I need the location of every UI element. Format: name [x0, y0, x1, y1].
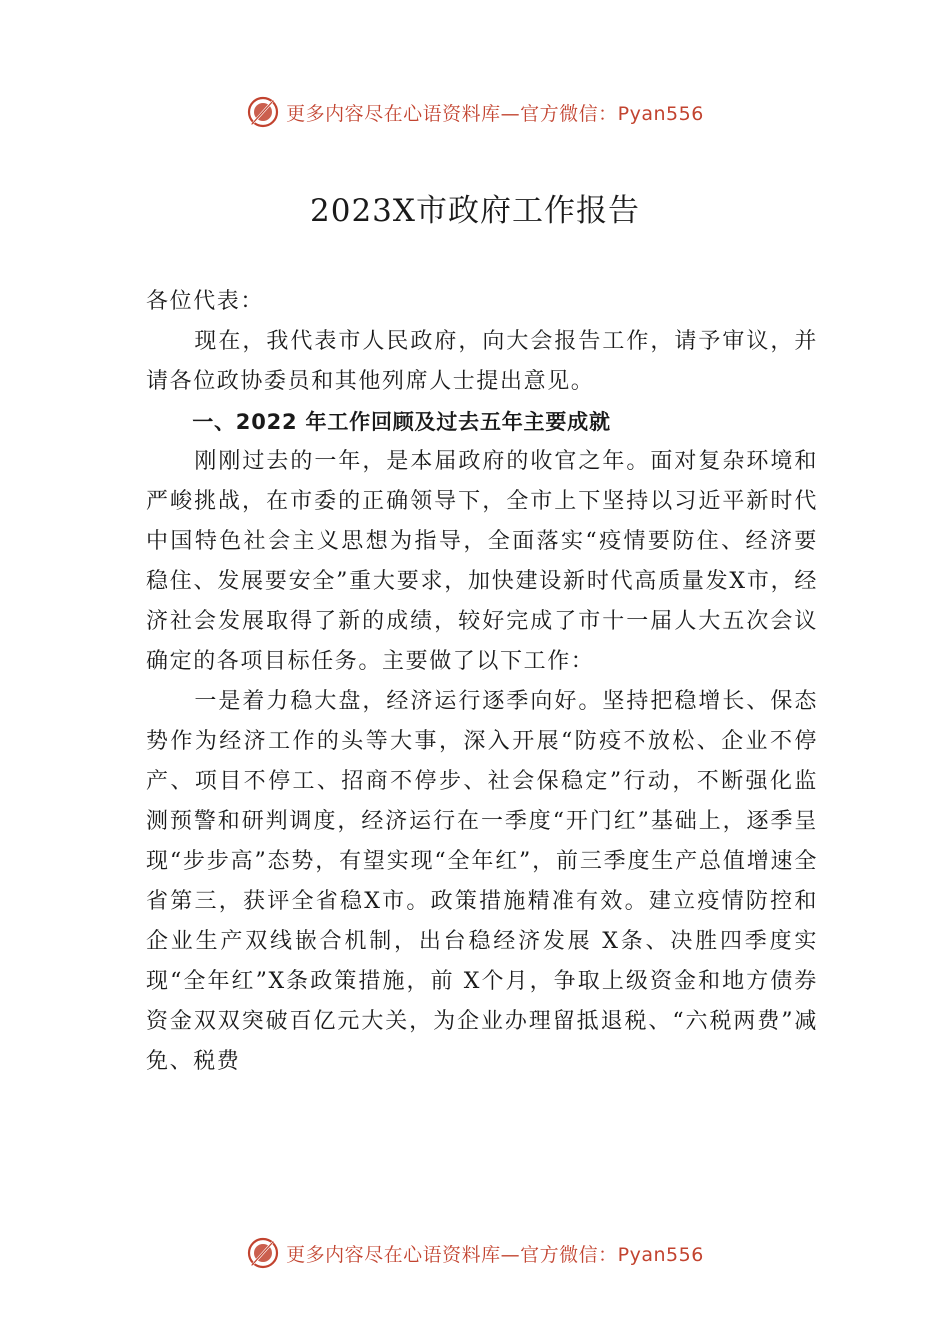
watermark-wechat-id: Pyan556	[617, 1243, 704, 1266]
pen-logo-icon	[246, 95, 280, 129]
document-title: 2023X市政府工作报告	[310, 193, 640, 229]
watermark-wechat-id: Pyan556	[617, 102, 704, 125]
salutation: 各位代表：	[146, 289, 265, 314]
intro-paragraph: 现在，我代表市人民政府，向大会报告工作，请予审议，并请各位政协委员和其他列席人士提出意见。	[146, 329, 818, 394]
watermark-banner-bottom	[0, 1233, 950, 1273]
document-body	[146, 282, 818, 1082]
watermark-text: 更多内容尽在心语资料库—官方微信：	[286, 102, 618, 125]
section-heading: 一、2022 年工作回顾及过去五年主要成就	[192, 410, 611, 434]
review-paragraph: 刚刚过去的一年，是本届政府的收官之年。面对复杂环境和严峻挑战，在市委的正确领导下，全市上下坚持以习近平新时代中国特色社会主义思想为指导，全面落实“疫情要防住、经济要稳住、发展要安全”重大要求，加快建设新时代高质量发X市，经济社会发展取得了新的成绩，较好完成了市十一届人大五次会议确定的各项目标任务。主要做了以下工作：	[146, 449, 818, 674]
watermark-text: 更多内容尽在心语资料库—官方微信：	[286, 1243, 618, 1266]
stabilize-paragraph: 一是着力稳大盘，经济运行逐季向好。坚持把稳增长、保态势作为经济工作的头等大事，深入开展“防疫不放松、企业不停产、项目不停工、招商不停步、社会保稳定”行动，不断强化监测预警和研判调度，经济运行在一季度“开门红”基础上，逐季呈现“步步高”态势，有望实现“全年红”，前三季度生产总值增速全省第三，获评全省稳X市。政策措施精准有效。建立疫情防控和企业生产双线嵌合机制，出台稳经济发展 X条、决胜四季度实现“全年红”X条政策措施，前 X个月，争取上级资金和地方债券资金双双突破百亿元大关，为企业办理留抵退税、“六税两费”减免、税费	[146, 689, 818, 1074]
pen-logo-icon	[246, 1236, 280, 1270]
watermark-banner-top	[0, 92, 950, 132]
